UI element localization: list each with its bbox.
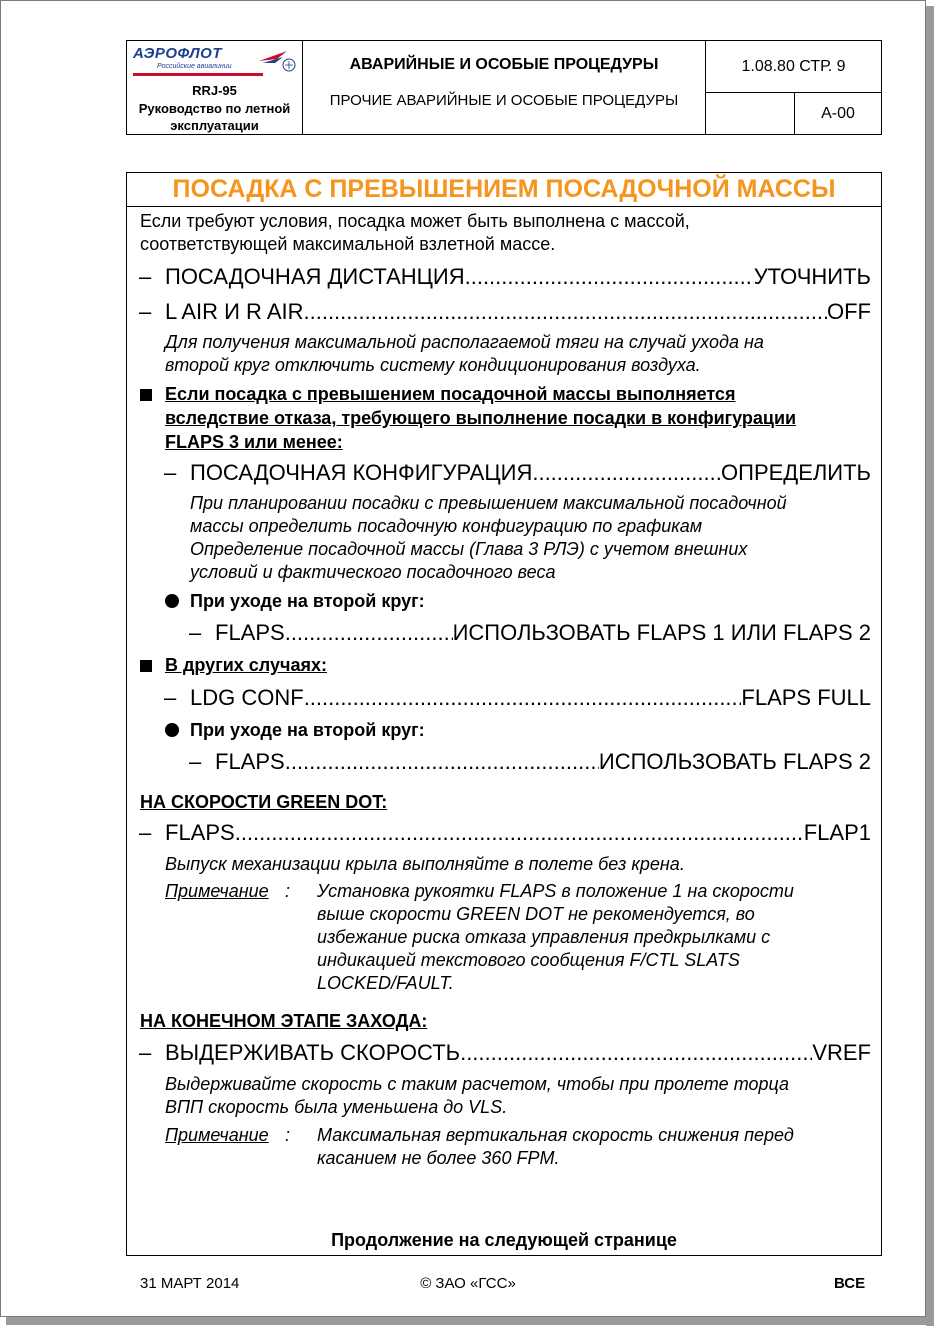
item-note: Выдерживайте скорость с таким расчетом, чтобы при пролете торца xyxy=(165,1074,790,1094)
section-heading: НА КОНЕЧНОМ ЭТАПЕ ЗАХОДА: xyxy=(140,1011,428,1031)
dash: – xyxy=(189,620,202,645)
note-label: Примечание xyxy=(165,881,269,901)
note-text: индикацией текстового сообщения F/CTL SLATS xyxy=(317,950,740,970)
chapter-title: АВАРИЙНЫЕ И ОСОБЫЕ ПРОЦЕДУРЫ xyxy=(349,56,659,73)
item-action: ОПРЕДЕЛИТЬ xyxy=(721,460,871,485)
aeroflot-logo: АЭРОФЛОТ xyxy=(133,45,223,62)
note-text: LOCKED/FAULT. xyxy=(317,973,454,993)
item-note: массы определить посадочную конфигурацию по графикам xyxy=(190,516,703,536)
note-text: избежание риска отказа управления предкрылками с xyxy=(317,927,771,947)
leader-dots xyxy=(304,299,828,325)
footer-effectivity: ВСЕ xyxy=(834,1275,866,1292)
item-action: ИСПОЛЬЗОВАТЬ FLAPS 2 xyxy=(598,749,871,774)
leader-dots xyxy=(235,820,804,846)
dash: – xyxy=(189,749,202,774)
note-text: Максимальная вертикальная скорость снижения перед xyxy=(317,1125,794,1145)
dash: – xyxy=(139,1040,152,1065)
item-note: При планировании посадки с превышением максимальной посадочной xyxy=(190,493,787,513)
logo-stripe xyxy=(133,73,263,76)
square-bullet-icon xyxy=(140,659,152,677)
wings-icon xyxy=(257,47,297,77)
goaround-heading: При уходе на второй круг: xyxy=(190,720,425,740)
page-shadow xyxy=(6,1317,934,1325)
footer-copyright: © ЗАО «ГСС» xyxy=(420,1275,516,1292)
note-text: Установка рукоятки FLAPS в положение 1 на скорости xyxy=(317,881,794,901)
dash: – xyxy=(139,299,152,324)
section-heading: НА СКОРОСТИ GREEN DOT: xyxy=(140,792,388,812)
page-shadow xyxy=(926,6,934,1326)
dash: – xyxy=(139,820,152,845)
leader-dots xyxy=(285,620,453,646)
continued-notice: Продолжение на следующей странице xyxy=(331,1230,677,1250)
item-action: OFF xyxy=(827,299,871,324)
note-colon: : xyxy=(285,1125,291,1145)
intro-line: соответствующей максимальной взлетной массе. xyxy=(140,234,556,254)
leader-dots xyxy=(532,460,721,486)
condition-heading: FLAPS 3 или менее: xyxy=(165,432,343,452)
document-header xyxy=(126,40,882,135)
aircraft-type: RRJ-95 xyxy=(192,83,237,98)
checklist-item xyxy=(190,460,871,486)
item-label: LDG CONF xyxy=(190,685,304,710)
item-note: Определение посадочной массы (Глава 3 РЛЭ) с учетом внешних xyxy=(190,539,748,559)
item-label: FLAPS xyxy=(165,820,235,845)
note-text: касанием не более 360 FPM. xyxy=(317,1148,560,1168)
footer-date: 31 МАРТ 2014 xyxy=(140,1275,240,1292)
intro-line: Если требуют условия, посадка может быть выполнена с массой, xyxy=(140,211,690,231)
item-label: FLAPS xyxy=(215,620,285,645)
square-bullet-icon xyxy=(140,388,152,406)
item-action: FLAP1 xyxy=(803,820,871,845)
item-action: УТОЧНИТЬ xyxy=(753,264,871,289)
procedure-box xyxy=(126,172,882,1256)
header-ref-cell xyxy=(706,41,881,134)
checklist-item xyxy=(165,264,871,290)
blank-cell xyxy=(706,93,795,134)
item-note: Для получения максимальной располагаемой тяги на случай ухода на xyxy=(165,332,764,352)
subchapter-title: ПРОЧИЕ АВАРИЙНЫЕ И ОСОБЫЕ ПРОЦЕДУРЫ xyxy=(329,92,679,109)
item-action: VREF xyxy=(812,1040,871,1065)
item-label: FLAPS xyxy=(215,749,285,774)
checklist-item xyxy=(165,1040,871,1066)
condition-heading: Если посадка с превышением посадочной массы выполняется xyxy=(165,384,736,404)
header-title-cell xyxy=(303,41,706,134)
aeroflot-logo-subtext: Российские авиалинии xyxy=(157,63,232,70)
item-action: FLAPS FULL xyxy=(741,685,871,710)
dash: – xyxy=(164,685,177,710)
item-label: ПОСАДОЧНАЯ ДИСТАНЦИЯ xyxy=(165,264,465,289)
leader-dots xyxy=(285,749,599,775)
dash: – xyxy=(164,460,177,485)
dash: – xyxy=(139,264,152,289)
header-logo-cell xyxy=(127,41,303,134)
leader-dots xyxy=(304,685,742,711)
item-label: ПОСАДОЧНАЯ КОНФИГУРАЦИЯ xyxy=(190,460,533,485)
note-text: выше скорости GREEN DOT не рекомендуется, во xyxy=(317,904,755,924)
condition-heading: В других случаях: xyxy=(165,655,327,675)
revision-code: А-00 xyxy=(821,104,855,122)
note-colon: : xyxy=(285,881,291,901)
item-label: ВЫДЕРЖИВАТЬ СКОРОСТЬ xyxy=(165,1040,461,1065)
item-note: ВПП скорость была уменьшена до VLS. xyxy=(165,1097,508,1117)
round-bullet-icon xyxy=(165,594,179,613)
page-reference: 1.08.80 СТР. 9 xyxy=(706,41,881,93)
checklist-item xyxy=(190,685,871,711)
condition-heading: вследствие отказа, требующего выполнение посадки в конфигурации xyxy=(165,408,797,428)
item-note: второй круг отключить систему кондиционирования воздуха. xyxy=(165,355,701,375)
checklist-item xyxy=(165,299,871,325)
goaround-heading: При уходе на второй круг: xyxy=(190,591,425,611)
procedure-title: ПОСАДКА С ПРЕВЫШЕНИЕМ ПОСАДОЧНОЙ МАССЫ xyxy=(127,173,881,207)
checklist-item xyxy=(215,620,871,646)
note-label: Примечание xyxy=(165,1125,269,1145)
checklist-item xyxy=(165,820,871,846)
manual-name: Руководство по летной эксплуатации xyxy=(138,101,291,133)
item-note: условий и фактического посадочного веса xyxy=(190,562,556,582)
round-bullet-icon xyxy=(165,723,179,742)
item-label: L AIR И R AIR xyxy=(165,299,304,324)
item-action: ИСПОЛЬЗОВАТЬ FLAPS 1 ИЛИ FLAPS 2 xyxy=(452,620,871,645)
checklist-item xyxy=(215,749,871,775)
item-note: Выпуск механизации крыла выполняйте в полете без крена. xyxy=(165,854,685,874)
leader-dots xyxy=(465,264,754,290)
leader-dots xyxy=(460,1040,812,1066)
